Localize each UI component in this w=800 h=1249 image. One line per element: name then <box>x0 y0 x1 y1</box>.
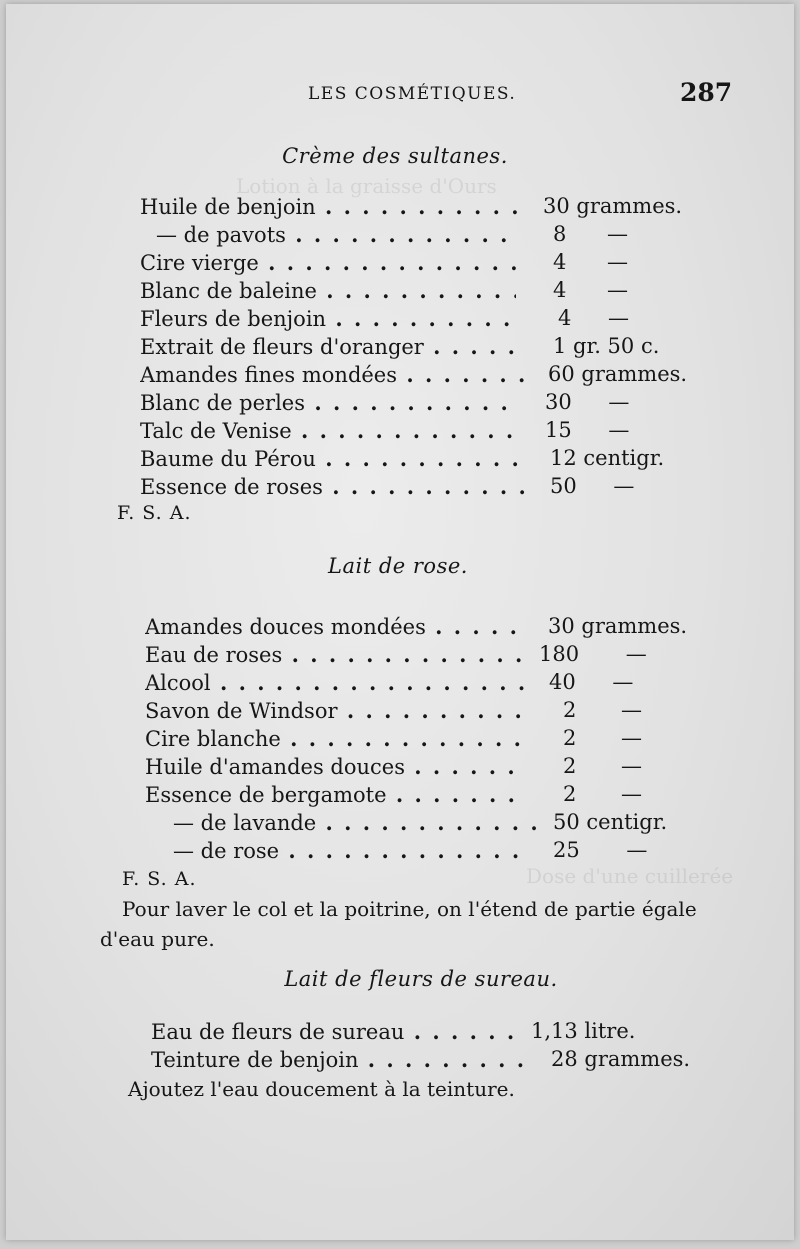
ingredient-quantity: 25 — <box>553 838 648 862</box>
ingredient-quantity: 1,13 litre. <box>531 1019 636 1043</box>
fsa-label: F. S. A. <box>122 868 197 890</box>
ingredient-quantity: 30 grammes. <box>543 194 683 218</box>
ingredient-name: Talc de Venise . . . <box>140 418 516 443</box>
ingredient-quantity: 12 centigr. <box>550 446 665 470</box>
ingredient-name: Amandes fines mondées . . . <box>140 362 526 387</box>
ingredient-quantity: 4 — <box>553 278 629 302</box>
page-number: 287 <box>680 78 733 107</box>
running-head: LES COSMÉTIQUES. <box>308 84 517 104</box>
page-header <box>0 78 800 108</box>
ingredient-quantity: 4 — <box>558 306 630 330</box>
ingredient-name: Essence de roses . . . <box>140 474 526 499</box>
usage-note: Pour laver le col et la poitrine, on l'étend de partie égale d'eau pure. <box>100 897 697 951</box>
ingredient-name: Savon de Windsor . . . <box>145 698 525 723</box>
ingredient-name: Huile de benjoin . . . <box>140 194 530 219</box>
ingredient-name: Cire vierge . . . <box>140 250 516 275</box>
ingredient-quantity: 28 grammes. <box>551 1047 691 1071</box>
ingredient-name: Baume du Pérou . . . <box>140 446 526 471</box>
ingredient-name: Essence de bergamote . . . <box>145 782 525 807</box>
ingredient-name: Extrait de fleurs d'oranger . . . <box>140 334 526 359</box>
ingredient-name: Huile d'amandes douces . . . <box>145 754 525 779</box>
ingredient-name: Blanc de perles . . . <box>140 390 516 415</box>
ingredient-quantity: 40 — <box>549 670 634 694</box>
ingredient-name: — de lavande . . . <box>173 810 538 835</box>
ingredient-quantity: 50 centigr. <box>553 810 668 834</box>
ingredient-quantity: 2 — <box>563 698 643 722</box>
ingredient-name: Fleurs de benjoin . . . <box>140 306 516 331</box>
ingredient-name: Eau de roses . . . <box>145 642 525 667</box>
recipe-title: Lait de fleurs de sureau. <box>284 967 558 991</box>
usage-note: Ajoutez l'eau doucement à la teinture. <box>128 1077 515 1101</box>
ingredient-name: — de pavots . . . <box>156 222 516 247</box>
ingredient-quantity: 60 grammes. <box>548 362 688 386</box>
ingredient-name: Alcool . . . <box>145 670 525 695</box>
ingredient-quantity: 4 — <box>553 250 629 274</box>
ingredient-quantity: 15 — <box>545 418 630 442</box>
ingredient-quantity: 2 — <box>563 754 643 778</box>
ingredient-quantity: 2 — <box>563 782 643 806</box>
bleed-through-text: Lotion à la graisse d'Ours <box>236 174 497 198</box>
ingredient-quantity: 30 grammes. <box>548 614 688 638</box>
ingredient-quantity: 30 — <box>545 390 630 414</box>
ingredient-name: Teinture de benjoin . . . <box>151 1047 527 1072</box>
ingredient-quantity: 8 — <box>553 222 629 246</box>
fsa-label: F. S. A. <box>117 502 192 524</box>
ingredient-quantity: 50 — <box>550 474 635 498</box>
bleed-through-text: Dose d'une cuillerée <box>526 864 734 888</box>
recipe-title: Lait de rose. <box>328 554 468 578</box>
ingredient-name: Blanc de baleine . . . <box>140 278 516 303</box>
ingredient-name: Cire blanche . . . <box>145 726 525 751</box>
recipe-title: Crème des sultanes. <box>282 144 508 168</box>
ingredient-quantity: 2 — <box>563 726 643 750</box>
ingredient-name: Eau de fleurs de sureau . . . <box>151 1019 527 1044</box>
ingredient-name: — de rose . . . <box>173 838 528 863</box>
ingredient-quantity: 180 — <box>539 642 647 666</box>
ingredient-quantity: 1 gr. 50 c. <box>553 334 660 358</box>
ingredient-name: Amandes douces mondées . . . <box>145 614 525 639</box>
